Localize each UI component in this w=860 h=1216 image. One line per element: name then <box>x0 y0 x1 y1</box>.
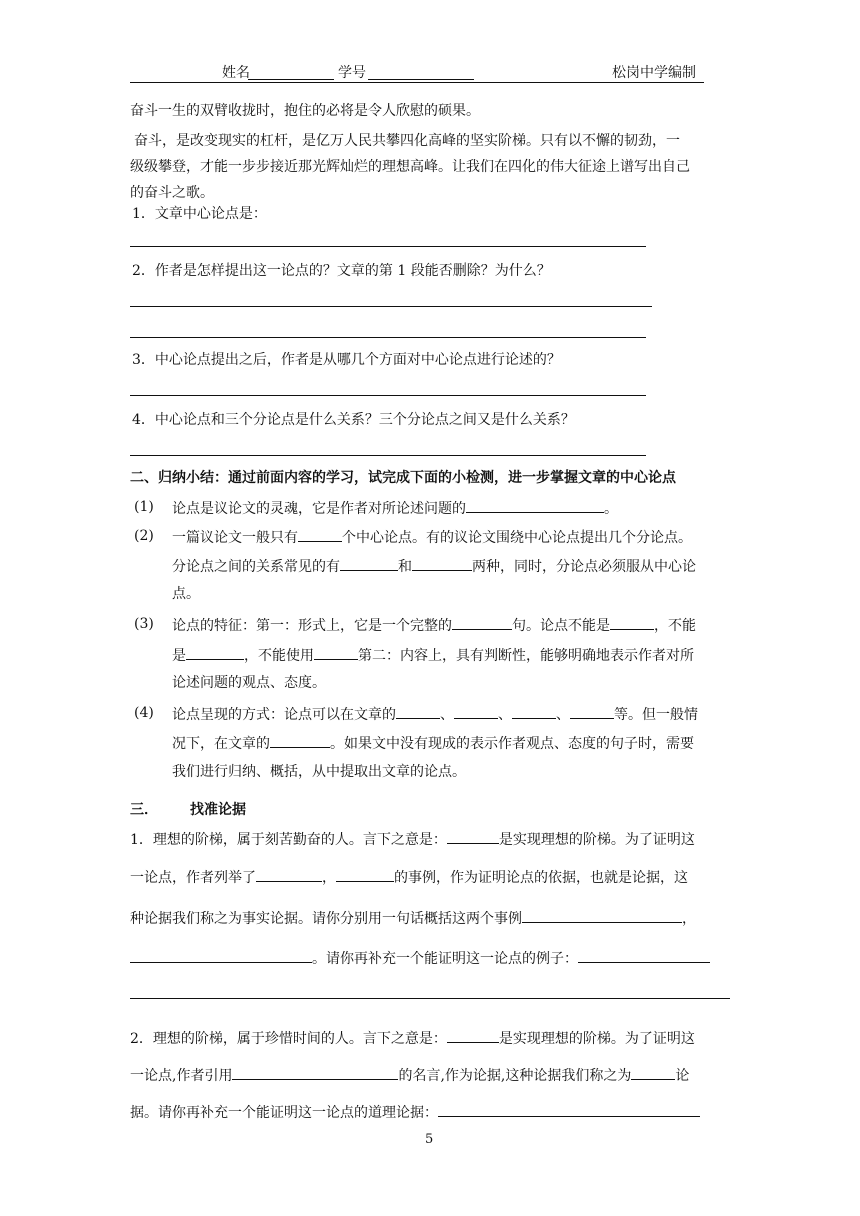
question-3: 3．中心论点提出之后，作者是从哪几个方面对中心论点进行论述的？ <box>132 352 561 368</box>
name-label: 姓名 <box>222 65 250 81</box>
evidence-text: ， <box>322 870 336 886</box>
item-3-line-1 <box>172 614 696 636</box>
item-3-line-3: 论述问题的观点、态度。 <box>172 675 326 691</box>
name-blank[interactable] <box>248 64 334 80</box>
answer-line[interactable] <box>130 395 646 396</box>
answer-line[interactable] <box>130 455 646 456</box>
fill-blank[interactable] <box>610 614 654 630</box>
evidence-text: 论 <box>675 1068 690 1084</box>
item-2-number: (2) <box>134 528 154 544</box>
fill-blank[interactable] <box>336 866 394 882</box>
item-3-line-2 <box>172 644 694 666</box>
item-3-text: 论点的特征：第一：形式上，它是一个完整的 <box>172 618 452 634</box>
item-2-line-3: 点。 <box>172 586 200 602</box>
fill-blank[interactable] <box>186 644 244 660</box>
evidence-text: 的名言,作为论据,这种论据我们称之为 <box>398 1068 632 1084</box>
answer-line[interactable] <box>130 306 652 307</box>
evidence-text: 1．理想的阶梯，属于刻苦勤奋的人。言下之意是： <box>130 832 447 848</box>
fill-blank[interactable] <box>578 947 710 963</box>
evidence-text: 一论点,作者引用 <box>130 1068 233 1084</box>
evidence-text: 是实现理想的阶梯。为了证明这 <box>498 1031 695 1047</box>
item-2-text: 分论点之间的关系常见的有 <box>172 559 340 575</box>
fill-blank[interactable] <box>438 1101 700 1117</box>
separator: 、 <box>440 707 454 723</box>
passage-paragraph-2-line-1: 奋斗，是改变现实的杠杆，是亿万人民共攀四化高峰的坚实阶梯。只有以不懈的韧劲，一 <box>134 133 680 149</box>
evidence-text: 。请你再补充一个能证明这一论点的例子： <box>312 951 578 967</box>
item-3-text: ，不能使用 <box>244 648 314 664</box>
item-3-text: 句。论点不能是 <box>512 618 610 634</box>
item-3-text: ，不能 <box>654 618 696 634</box>
answer-line[interactable] <box>130 246 646 247</box>
fill-blank[interactable] <box>412 555 472 571</box>
evidence-text: 2．理想的阶梯，属于珍惜时间的人。言下之意是： <box>130 1031 447 1047</box>
item-4-line-1 <box>172 703 698 725</box>
fill-blank[interactable] <box>314 644 358 660</box>
fill-blank[interactable] <box>232 1064 398 1080</box>
evidence-text: 一论点，作者列举了 <box>130 870 256 886</box>
evidence-q1-line-2 <box>130 866 688 888</box>
section-2-title: 二、归纳小结：通过前面内容的学习，试完成下面的小检测，进一步掌握文章的中心论点 <box>130 470 676 486</box>
fill-blank[interactable] <box>256 866 322 882</box>
fill-blank[interactable] <box>522 907 682 923</box>
evidence-text: 是实现理想的阶梯。为了证明这 <box>498 832 695 848</box>
fill-blank[interactable] <box>447 828 499 844</box>
fill-blank[interactable] <box>130 947 312 963</box>
question-2: 2．作者是怎样提出这一论点的？文章的第 1 段能否删除？为什么？ <box>132 263 551 279</box>
evidence-q1-line-3 <box>130 907 696 929</box>
evidence-q2-line-1 <box>130 1027 695 1049</box>
section-3-title: 找准论据 <box>190 802 246 818</box>
fill-blank[interactable] <box>631 1064 675 1080</box>
item-2-text: 个中心论点。有的议论文围绕中心论点提出几个分论点。 <box>342 530 692 546</box>
item-1-end: 。 <box>604 501 618 517</box>
evidence-q2-line-2 <box>130 1064 689 1086</box>
fill-blank[interactable] <box>270 732 330 748</box>
evidence-text: 的事例，作为证明论点的依据，也就是论据，这 <box>394 870 688 886</box>
compiler-label: 松岗中学编制 <box>612 65 696 81</box>
item-2-line-1 <box>172 526 692 548</box>
evidence-text: 种论据我们称之为事实论据。请你分别用一句话概括这两个事例 <box>130 911 522 927</box>
fill-blank[interactable] <box>512 703 556 719</box>
fill-blank[interactable] <box>340 555 398 571</box>
evidence-q2-line-3 <box>130 1101 700 1123</box>
answer-line[interactable] <box>130 998 730 999</box>
fill-blank[interactable] <box>452 614 512 630</box>
item-3-text: 是 <box>172 648 186 664</box>
item-4-text: 等。但一般情 <box>614 707 698 723</box>
item-4-text: 。如果文中没有现成的表示作者观点、态度的句子时，需要 <box>330 736 694 752</box>
item-2-line-2 <box>172 555 696 577</box>
item-1-number: (1) <box>134 499 154 515</box>
question-1: 1．文章中心论点是： <box>132 206 267 222</box>
fill-blank[interactable] <box>570 703 614 719</box>
item-2-text: 两种，同时，分论点必须服从中心论 <box>472 559 696 575</box>
item-4-text: 况下，在文章的 <box>172 736 270 752</box>
item-4-line-2 <box>172 732 694 754</box>
item-3-text: 第二：内容上，具有判断性，能够明确地表示作者对所 <box>358 648 694 664</box>
separator: 、 <box>556 707 570 723</box>
item-4-text: 论点呈现的方式：论点可以在文章的 <box>172 707 396 723</box>
evidence-text: 据。请你再补充一个能证明这一论点的道理论据： <box>130 1105 438 1121</box>
item-1-text: 论点是议论文的灵魂，它是作者对所论述问题的 <box>172 501 466 517</box>
section-3-number: 三． <box>130 802 158 818</box>
passage-paragraph-1: 奋斗一生的双臂收拢时，抱住的必将是令人欣慰的硕果。 <box>130 103 480 119</box>
separator: 、 <box>498 707 512 723</box>
fill-blank[interactable] <box>447 1027 499 1043</box>
student-id-blank[interactable] <box>368 64 474 80</box>
item-4-line-3: 我们进行归纳、概括，从中提取出文章的论点。 <box>172 764 466 780</box>
student-id-label: 学号 <box>338 65 366 81</box>
fill-blank[interactable] <box>454 703 498 719</box>
fill-blank[interactable] <box>466 497 604 513</box>
fill-blank[interactable] <box>298 526 342 542</box>
evidence-q1-line-1 <box>130 828 695 850</box>
passage-paragraph-2-line-2: 级级攀登，才能一步步接近那光辉灿烂的理想高峰。让我们在四化的伟大征途上谱写出自己 <box>130 159 690 175</box>
question-4: 4．中心论点和三个分论点是什么关系？三个分论点之间又是什么关系？ <box>132 412 575 428</box>
fill-blank[interactable] <box>396 703 440 719</box>
header-rule <box>130 82 704 83</box>
item-3-number: (3) <box>134 616 154 632</box>
evidence-q1-line-4 <box>130 947 710 969</box>
answer-line[interactable] <box>130 337 646 338</box>
item-2-text: 和 <box>398 559 412 575</box>
item-2-text: 一篇议论文一般只有 <box>172 530 298 546</box>
page-number: 5 <box>425 1132 434 1147</box>
evidence-text: ， <box>682 911 696 927</box>
passage-paragraph-2-line-3: 的奋斗之歌。 <box>130 185 214 201</box>
item-4-number: (4) <box>134 705 154 721</box>
item-1-line <box>172 497 618 519</box>
